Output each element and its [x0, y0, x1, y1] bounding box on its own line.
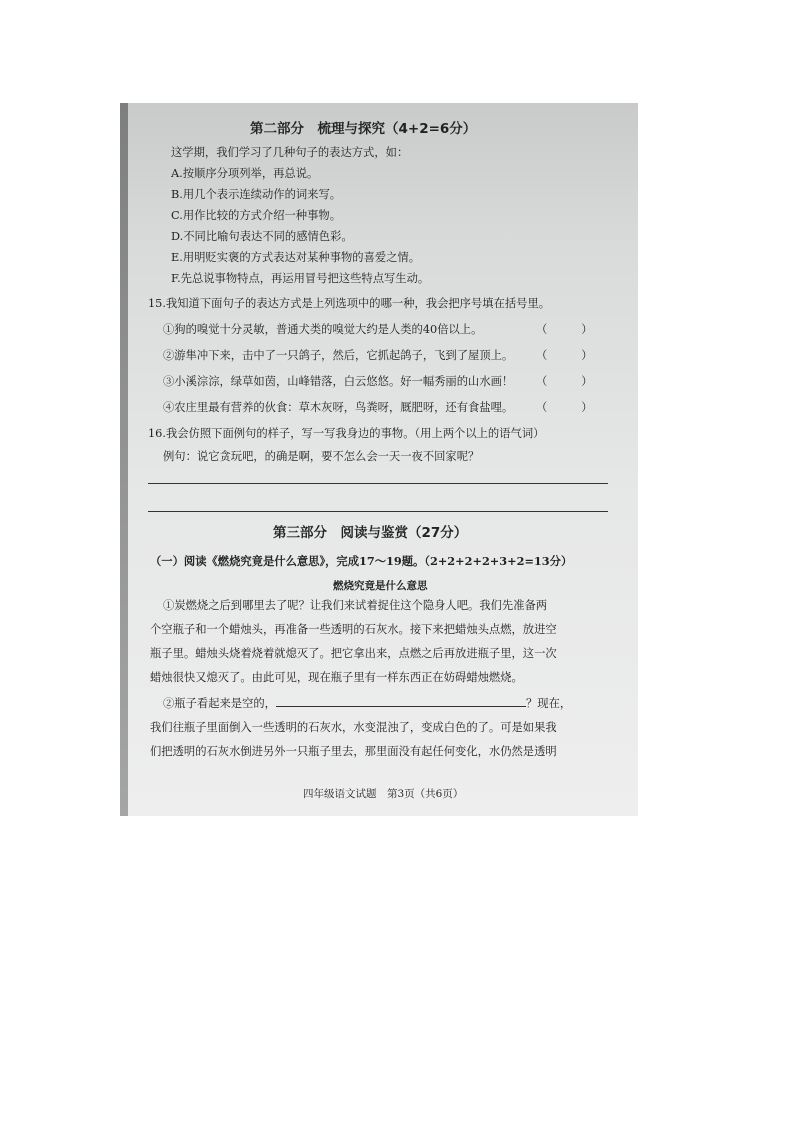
q16-example: 例句：说它贪玩吧，的确是啊，要不怎么会一天一夜不回家呢？	[163, 450, 480, 463]
document-photo	[120, 103, 638, 816]
option-a: A.按顺序分项列举，再总说。	[171, 167, 319, 180]
option-e: E.用明贬实褒的方式表达对某种事物的喜爱之情。	[171, 251, 421, 264]
q15-item-3: ③小溪淙淙，绿草如茵，山峰错落，白云悠悠。好一幅秀丽的山水画！	[163, 375, 514, 388]
q15-answer-bracket-1[interactable]: （ ）	[536, 323, 593, 336]
q15-answer-bracket-2[interactable]: （ ）	[536, 349, 593, 362]
q15-item-2: ②游隼冲下来，击中了一只鸽子，然后，它抓起鸽子，飞到了屋顶上。	[163, 349, 514, 362]
answer-line-1[interactable]	[148, 483, 608, 484]
q15-answer-bracket-3[interactable]: （ ）	[536, 375, 593, 388]
option-c: C.用作比较的方式介绍一种事物。	[171, 209, 341, 222]
answer-line-2[interactable]	[148, 511, 608, 512]
q15-answer-bracket-4[interactable]: （ ）	[536, 401, 593, 414]
blank-sentence-end: ？现在，	[525, 697, 572, 710]
passage-p2-line-1	[163, 695, 571, 712]
question-15: 15.我知道下面句子的表达方式是上列选项中的哪一种，我会把序号填在括号里。	[148, 297, 551, 310]
passage-p2-line-3: 们把透明的石灰水倒进另外一只瓶子里去，那里面没有起任何变化，水仍然是透明	[150, 745, 557, 758]
question-16: 16.我会仿照下面例句的样子，写一写我身边的事物。（用上两个以上的语气词）	[148, 427, 545, 440]
option-f: F.先总说事物特点，再运用冒号把这些特点写生动。	[171, 272, 430, 285]
passage-p1-line-1: ①炭燃烧之后到哪里去了呢？让我们来试着捉住这个隐身人吧。我们先准备两	[163, 599, 548, 612]
passage-p1-line-4: 蜡烛很快又熄灭了。由此可见，现在瓶子里有一样东西正在妨碍蜡烛燃烧。	[150, 671, 523, 684]
page-footer: 四年级语文试题 第3页（共6页）	[303, 788, 464, 800]
q15-item-1: ①狗的嗅觉十分灵敏，普通犬类的嗅觉大约是人类的40倍以上。	[163, 323, 483, 336]
part2-intro: 这学期，我们学习了几种句子的表达方式，如：	[171, 146, 409, 159]
exam-page	[128, 103, 638, 816]
passage-p2-start: ②瓶子看起来是空的，	[163, 697, 276, 710]
part3-title: 第三部分 阅读与鉴赏（27分）	[273, 525, 468, 541]
option-b: B.用几个表示连续动作的词来写。	[171, 188, 342, 201]
fill-in-blank[interactable]	[276, 695, 526, 707]
passage-title: 燃烧究竟是什么意思	[333, 580, 428, 592]
passage-p1-line-3: 瓶子里。蜡烛头烧着烧着就熄灭了。把它拿出来，点燃之后再放进瓶子里，这一次	[150, 647, 557, 660]
part2-title: 第二部分 梳理与探究（4+2=6分）	[250, 121, 477, 137]
option-d: D.不同比喻句表达不同的感情色彩。	[171, 230, 353, 243]
section-1-heading: （一）阅读《燃烧究竟是什么意思》，完成17～19题。（2+2+2+2+3+2=13分）	[150, 554, 573, 568]
passage-p1-line-2: 个空瓶子和一个蜡烛头，再准备一些透明的石灰水。接下来把蜡烛头点燃，放进空	[150, 623, 557, 636]
passage-p2-line-2: 我们往瓶子里面倒入一些透明的石灰水，水变混浊了，变成白色的了。可是如果我	[150, 721, 557, 734]
q15-item-4: ④农庄里最有营养的伙食：草木灰呀，鸟粪呀，厩肥呀，还有食盐哩。	[163, 401, 514, 414]
